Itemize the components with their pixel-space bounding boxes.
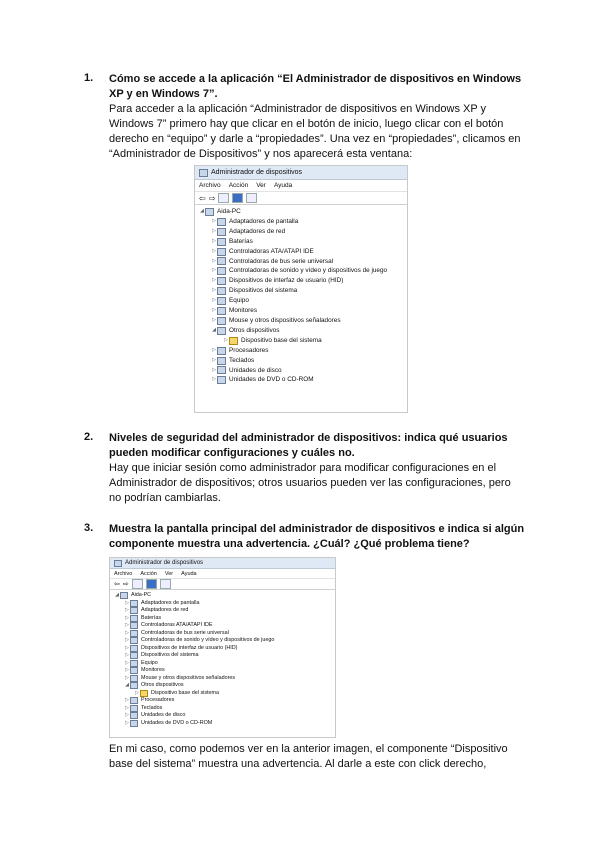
tree-node-label: Teclados	[229, 356, 255, 364]
tree-node-label: Unidades de disco	[141, 712, 186, 718]
other-devices-icon	[217, 327, 226, 335]
disk-drive-icon	[217, 366, 226, 374]
tree-node[interactable]	[195, 306, 407, 316]
processor-icon	[217, 347, 226, 355]
heading-line: XP y en Windows 7”.	[109, 88, 218, 100]
tree-node-label: Controladoras de sonido y vídeo y dispositivos de juego	[141, 637, 275, 643]
tree-node[interactable]	[110, 705, 335, 713]
tree-node-label: Otros dispositivos	[229, 326, 280, 334]
tree-node-label: Procesadores	[141, 697, 175, 703]
collapse-arrow-icon[interactable]: ▷	[125, 637, 129, 643]
collapse-arrow-icon[interactable]: ▷	[125, 629, 129, 636]
mouse-icon	[217, 317, 226, 325]
device-manager-screenshot	[194, 165, 408, 413]
battery-icon	[130, 615, 138, 622]
tree-node-label: Monitores	[229, 307, 258, 315]
heading-line: Muestra la pantalla principal del administrador de dispositivos e indica si algún	[109, 523, 525, 535]
tree-node[interactable]	[195, 296, 407, 306]
collapse-arrow-icon[interactable]: ▷	[125, 719, 129, 726]
tree-node-label: Mouse y otros dispositivos señaladores	[141, 674, 236, 681]
heading-line: Niveles de seguridad del administrador de dispositivos: indica qué usuarios	[109, 432, 508, 444]
warning-icon	[140, 690, 148, 697]
tree-node-label: Equipo	[141, 659, 158, 666]
keyboard-icon	[130, 705, 138, 712]
tree-node[interactable]	[110, 607, 335, 615]
tree-node-label: Adaptadores de red	[229, 227, 286, 235]
tree-node[interactable]	[110, 600, 335, 608]
tree-node-label: Baterías	[141, 614, 162, 621]
tree-node-label: Adaptadores de red	[141, 607, 189, 613]
collapse-arrow-icon[interactable]: ▷	[212, 356, 216, 363]
collapse-arrow-icon[interactable]: ▷	[125, 614, 129, 621]
tree-node-label: Dispositivos de interfaz de usuario (HID)	[141, 644, 238, 651]
usb-icon	[130, 630, 138, 637]
tree-node-label: Monitores	[141, 667, 165, 673]
collapse-arrow-icon[interactable]: ▷	[212, 376, 216, 383]
question-1	[84, 72, 534, 162]
device-tree	[195, 205, 407, 385]
answer-line: Para acceder a la aplicación “Administrador de dispositivos en Windows XP y	[109, 103, 487, 115]
toolbar	[110, 579, 335, 590]
menu-item: Acción	[228, 182, 249, 189]
tree-node[interactable]	[195, 266, 407, 276]
tree-node[interactable]	[195, 316, 407, 326]
expand-arrow-icon[interactable]: ◢	[125, 682, 129, 688]
question-heading	[109, 431, 534, 461]
device-manager-screenshot-small	[109, 557, 336, 738]
tree-node[interactable]	[110, 690, 335, 698]
menu-item: Ver	[164, 570, 174, 577]
tree-node-label: Baterías	[229, 237, 253, 245]
collapse-arrow-icon[interactable]: ▷	[125, 704, 129, 711]
answer-line: Windows 7” primero hay que clicar en el botón de inicio, luego clicar con el botón	[109, 118, 504, 130]
window-title: Administrador de dispositivos	[211, 169, 303, 176]
tree-node-label: Teclados	[141, 704, 163, 711]
tree-node[interactable]	[195, 326, 407, 336]
collapse-arrow-icon[interactable]: ▷	[212, 237, 216, 244]
tree-node-label: Dispositivos del sistema	[229, 287, 298, 295]
answer-line: no podrían cambiarlas.	[109, 492, 221, 504]
computer-icon	[217, 297, 226, 305]
collapse-arrow-icon[interactable]: ▷	[212, 217, 216, 224]
forward-arrow-icon: ⇨	[122, 581, 129, 588]
help-icon	[232, 193, 243, 203]
ide-controller-icon	[217, 248, 226, 256]
tree-node-label: Controladoras de sonido y vídeo y dispositivos de juego	[229, 267, 388, 275]
menu-bar	[110, 569, 335, 579]
collapse-arrow-icon[interactable]: ▷	[212, 316, 216, 323]
tree-node-label: Unidades de DVD o CD-ROM	[229, 376, 314, 384]
collapse-arrow-icon[interactable]: ▷	[212, 346, 216, 353]
hid-icon	[130, 645, 138, 652]
window-titlebar	[195, 166, 407, 180]
answer-line: En mi caso, como podemos ver en la anterior imagen, el componente “Dispositivo	[109, 743, 508, 755]
monitor-icon	[217, 307, 226, 315]
collapse-arrow-icon[interactable]: ▷	[224, 336, 228, 343]
tree-node[interactable]	[195, 356, 407, 366]
collapse-arrow-icon[interactable]: ▷	[212, 257, 216, 264]
tree-node-label: Controladoras de bus serie universal	[141, 629, 229, 636]
device-manager-icon	[114, 560, 122, 567]
heading-line: componente muestra una advertencia. ¿Cuál? ¿Qué problema tiene?	[109, 538, 470, 550]
tree-node[interactable]	[195, 346, 407, 356]
tree-node-label: Unidades de disco	[229, 366, 282, 374]
tree-node-label: Procesadores	[229, 346, 269, 354]
tree-node[interactable]	[110, 645, 335, 653]
computer-icon	[130, 660, 138, 667]
answer-line: Administrador de dispositivos; otros usuarios pueden ver las configuraciones, pero	[109, 477, 511, 489]
tree-node-label: Otros dispositivos	[141, 682, 184, 688]
question-3-answer	[84, 742, 534, 772]
sound-icon	[130, 637, 138, 644]
tree-node[interactable]	[195, 375, 407, 385]
tree-node-label: Controladoras de bus serie universal	[229, 257, 334, 265]
menu-item: Acción	[140, 570, 157, 577]
disk-drive-icon	[130, 712, 138, 719]
mouse-icon	[130, 675, 138, 682]
tree-node[interactable]	[195, 257, 407, 267]
scan-hardware-icon	[160, 579, 171, 589]
collapse-arrow-icon[interactable]: ▷	[125, 674, 129, 681]
network-adapter-icon	[217, 228, 226, 236]
tree-node[interactable]	[195, 366, 407, 376]
tree-node[interactable]	[110, 720, 335, 728]
tree-node[interactable]	[110, 592, 335, 600]
tree-node-label: Adaptadores de pantalla	[141, 599, 200, 606]
collapse-arrow-icon[interactable]: ▷	[212, 287, 216, 294]
sound-icon	[217, 267, 226, 275]
question-heading	[109, 522, 534, 552]
ide-controller-icon	[130, 622, 138, 629]
warning-icon	[229, 337, 238, 345]
help-icon	[146, 579, 157, 589]
dvd-icon	[130, 720, 138, 727]
tree-node-label: Equipo	[229, 297, 249, 305]
answer-line: base del sistema” muestra una advertencia. Al darle a este con click derecho,	[109, 758, 487, 770]
tree-node-label: Dispositivo base del sistema	[241, 336, 322, 344]
collapse-arrow-icon[interactable]: ▷	[125, 712, 129, 718]
device-manager-icon	[199, 169, 208, 177]
collapse-arrow-icon[interactable]: ▷	[125, 652, 129, 658]
processor-icon	[130, 697, 138, 704]
system-device-icon	[217, 287, 226, 295]
expand-arrow-icon[interactable]: ◢	[212, 326, 216, 333]
collapse-arrow-icon[interactable]: ▷	[135, 689, 139, 696]
tree-node-label: Aida-PC	[131, 592, 152, 598]
answer-text	[109, 461, 534, 506]
collapse-arrow-icon[interactable]: ▷	[212, 307, 216, 314]
question-number: 1.	[84, 72, 94, 84]
system-device-icon	[130, 652, 138, 659]
collapse-arrow-icon[interactable]: ▷	[125, 667, 129, 673]
tree-node[interactable]	[110, 682, 335, 690]
answer-line: derecho en “equipo” y darle a “propiedades”. Una vez en “propiedades”, clicamos en	[109, 133, 521, 145]
answer-text	[109, 102, 534, 162]
scan-hardware-icon	[246, 193, 257, 203]
tree-node[interactable]	[195, 237, 407, 247]
window-titlebar	[110, 558, 335, 569]
battery-icon	[217, 238, 226, 246]
collapse-arrow-icon[interactable]: ▷	[125, 644, 129, 651]
collapse-arrow-icon[interactable]: ▷	[125, 607, 129, 613]
question-number: 2.	[84, 431, 94, 443]
menu-item: Ayuda	[181, 570, 197, 577]
collapse-arrow-icon[interactable]: ▷	[212, 227, 216, 234]
usb-icon	[217, 257, 226, 265]
tree-node-label: Aida-PC	[217, 208, 241, 215]
tree-node[interactable]	[110, 660, 335, 668]
tree-node-label: Controladoras ATA/ATAPI IDE	[229, 247, 314, 255]
tree-node[interactable]	[110, 652, 335, 660]
other-devices-icon	[130, 682, 138, 689]
question-2	[84, 431, 534, 506]
tree-node[interactable]	[110, 630, 335, 638]
question-3	[84, 522, 534, 552]
collapse-arrow-icon[interactable]: ▷	[125, 599, 129, 606]
device-tree	[110, 590, 335, 727]
toolbar	[195, 192, 407, 205]
back-arrow-icon: ⇦	[114, 581, 120, 588]
heading-line: pueden modificar configuraciones y cuáles no.	[109, 447, 355, 459]
display-adapter-icon	[130, 600, 138, 607]
menu-item: Ver	[256, 182, 266, 189]
properties-icon	[132, 579, 143, 589]
question-heading	[109, 72, 534, 102]
hid-icon	[217, 277, 226, 285]
collapse-arrow-icon[interactable]: ▷	[212, 267, 216, 274]
expand-arrow-icon[interactable]: ◢	[115, 592, 119, 598]
collapse-arrow-icon[interactable]: ▷	[212, 277, 216, 284]
answer-line: Hay que iniciar sesión como administrador para modificar configuraciones en el	[109, 462, 497, 474]
collapse-arrow-icon[interactable]: ▷	[212, 247, 216, 254]
collapse-arrow-icon[interactable]: ▷	[212, 366, 216, 373]
tree-node[interactable]	[195, 286, 407, 296]
tree-node[interactable]	[110, 712, 335, 720]
tree-node-label: Dispositivo base del sistema	[151, 689, 220, 696]
tree-node[interactable]	[195, 276, 407, 286]
question-number: 3.	[84, 522, 94, 534]
properties-icon	[218, 193, 229, 203]
collapse-arrow-icon[interactable]: ▷	[125, 659, 129, 666]
back-arrow-icon: ⇦	[199, 193, 206, 203]
tree-node[interactable]	[195, 336, 407, 346]
computer-icon	[205, 208, 214, 216]
collapse-arrow-icon[interactable]: ▷	[125, 697, 129, 703]
window-title: Administrador de dispositivos	[125, 560, 204, 566]
tree-node[interactable]	[195, 207, 407, 217]
tree-node[interactable]	[195, 247, 407, 257]
tree-node-label: Mouse y otros dispositivos señaladores	[229, 316, 341, 324]
tree-node[interactable]	[110, 637, 335, 645]
forward-arrow-icon: ⇨	[208, 193, 216, 203]
heading-line: Cómo se accede a la aplicación “El Administrador de dispositivos en Windows	[109, 73, 522, 85]
network-adapter-icon	[130, 607, 138, 614]
dvd-icon	[217, 376, 226, 384]
tree-node-label: Dispositivos del sistema	[141, 652, 199, 658]
collapse-arrow-icon[interactable]: ▷	[212, 297, 216, 304]
tree-node[interactable]	[110, 675, 335, 683]
answer-line: “Administrador de Dispositivos” y nos aparecerá esta ventana:	[109, 148, 413, 160]
tree-node[interactable]	[110, 697, 335, 705]
menu-bar	[195, 180, 407, 192]
menu-item: Archivo	[199, 182, 221, 189]
menu-item: Archivo	[114, 570, 133, 577]
menu-item: Ayuda	[273, 182, 293, 189]
tree-node[interactable]	[195, 227, 407, 237]
tree-node-label: Controladoras ATA/ATAPI IDE	[141, 622, 213, 628]
tree-node[interactable]	[110, 667, 335, 675]
expand-arrow-icon[interactable]: ◢	[200, 208, 204, 214]
tree-node[interactable]	[110, 622, 335, 630]
monitor-icon	[130, 667, 138, 674]
tree-node[interactable]	[110, 615, 335, 623]
keyboard-icon	[217, 357, 226, 365]
computer-icon	[120, 592, 128, 599]
tree-node-label: Unidades de DVD o CD-ROM	[141, 719, 213, 726]
tree-node[interactable]	[195, 217, 407, 227]
collapse-arrow-icon[interactable]: ▷	[125, 622, 129, 628]
answer-text	[109, 742, 534, 772]
tree-node-label: Adaptadores de pantalla	[229, 217, 299, 225]
tree-node-label: Dispositivos de interfaz de usuario (HID)	[229, 277, 344, 285]
display-adapter-icon	[217, 218, 226, 226]
